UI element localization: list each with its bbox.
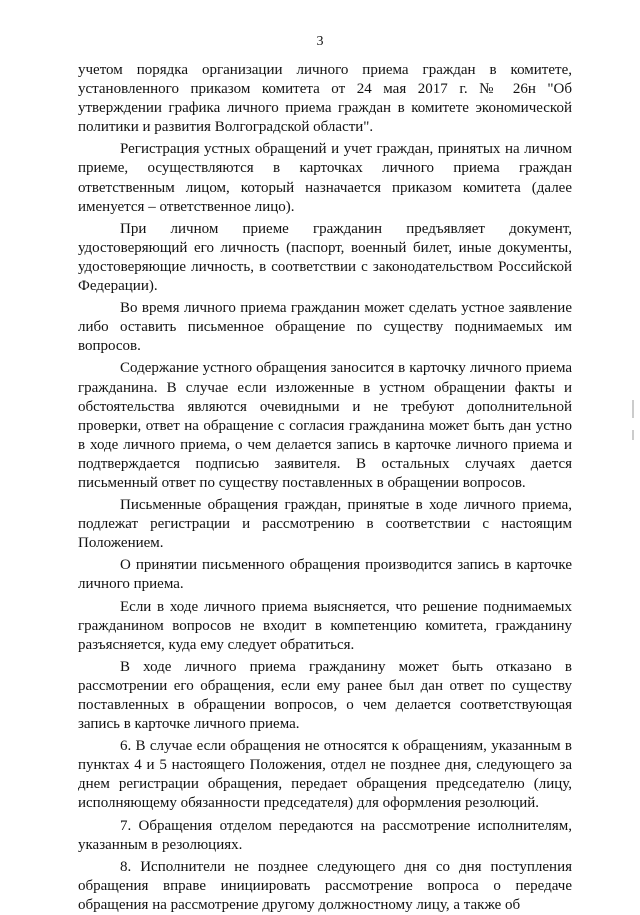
paragraph-4: Во время личного приема гражданин может сделать устное заявление либо оставить письменное обращение по существу поднимаемых им вопросов.	[78, 300, 572, 355]
paragraph-12: 8. Исполнители не позднее следующего дня со дня поступления обращения вправе инициировать рассмотрение вопроса о передаче обращения на рассмотрение другому должностному лицу, а также об	[78, 858, 572, 913]
paragraph-7: О принятии письменного обращения производится запись в карточке личного приема.	[78, 557, 572, 593]
paragraph-10: 6. В случае если обращения не относятся к обращениям, указанным в пунктах 4 и 5 настоящего Положения, отдел не позднее дня, следующего за днем регистрации обращения, передает обращения председателю (лицу, исполняющему обязанности председателя) для оформления резолюций.	[78, 738, 572, 812]
paragraph-9: В ходе личного приема гражданину может быть отказано в рассмотрении его обращения, если ему ранее был дан ответ по существу поставленных в обращении вопросов, о чем делается соответствующая запись в карточке личного приема.	[78, 658, 572, 733]
scan-artifact-mark	[632, 430, 634, 440]
scan-artifact-mark	[632, 400, 634, 418]
paragraph-1: учетом порядка организации личного приема граждан в комитете, установленного приказом комитета от 24 мая 2017 г. № 26н "Об утверждении графика личного приема граждан в комитете экономической политики и развития Волгоградской области".	[78, 62, 572, 136]
paragraph-6: Письменные обращения граждан, принятые в ходе личного приема, подлежат регистрации и рассмотрению в соответствии с настоящим Положением.	[78, 497, 572, 552]
paragraph-8: Если в ходе личного приема выясняется, что решение поднимаемых гражданином вопросов не входит в компетенцию комитета, гражданину разъясняется, куда ему следует обратиться.	[78, 598, 572, 653]
paragraph-5: Содержание устного обращения заносится в карточку личного приема гражданина. В случае если изложенные в устном обращении факты и обстоятельства являются очевидными и не требуют дополнительной проверки, ответ на обращение с согласия гражданина может быть дан устно в ходе личного приема, о чем делается запись в карточке личного приема и подтверждается подписью заявителя. В остальных случаях дается письменный ответ по существу поставленных в обращении вопросов.	[78, 360, 572, 491]
paragraph-3: При личном приеме гражданин предъявляет документ, удостоверяющий его личность (паспорт, военный билет, иные документы, удостоверяющие личность, в соответствии с законодательством Российской Федерации).	[78, 220, 572, 295]
document-body	[78, 61, 572, 915]
paragraph-11: 7. Обращения отделом передаются на рассмотрение исполнителям, указанным в резолюциях.	[78, 817, 572, 853]
page-number: 3	[316, 34, 324, 49]
paragraph-2: Регистрация устных обращений и учет граждан, принятых на личном приеме, осуществляются в карточках личного приема граждан ответственным лицом, который назначается приказом комитета (далее именуется – ответственное лицо).	[78, 141, 572, 215]
